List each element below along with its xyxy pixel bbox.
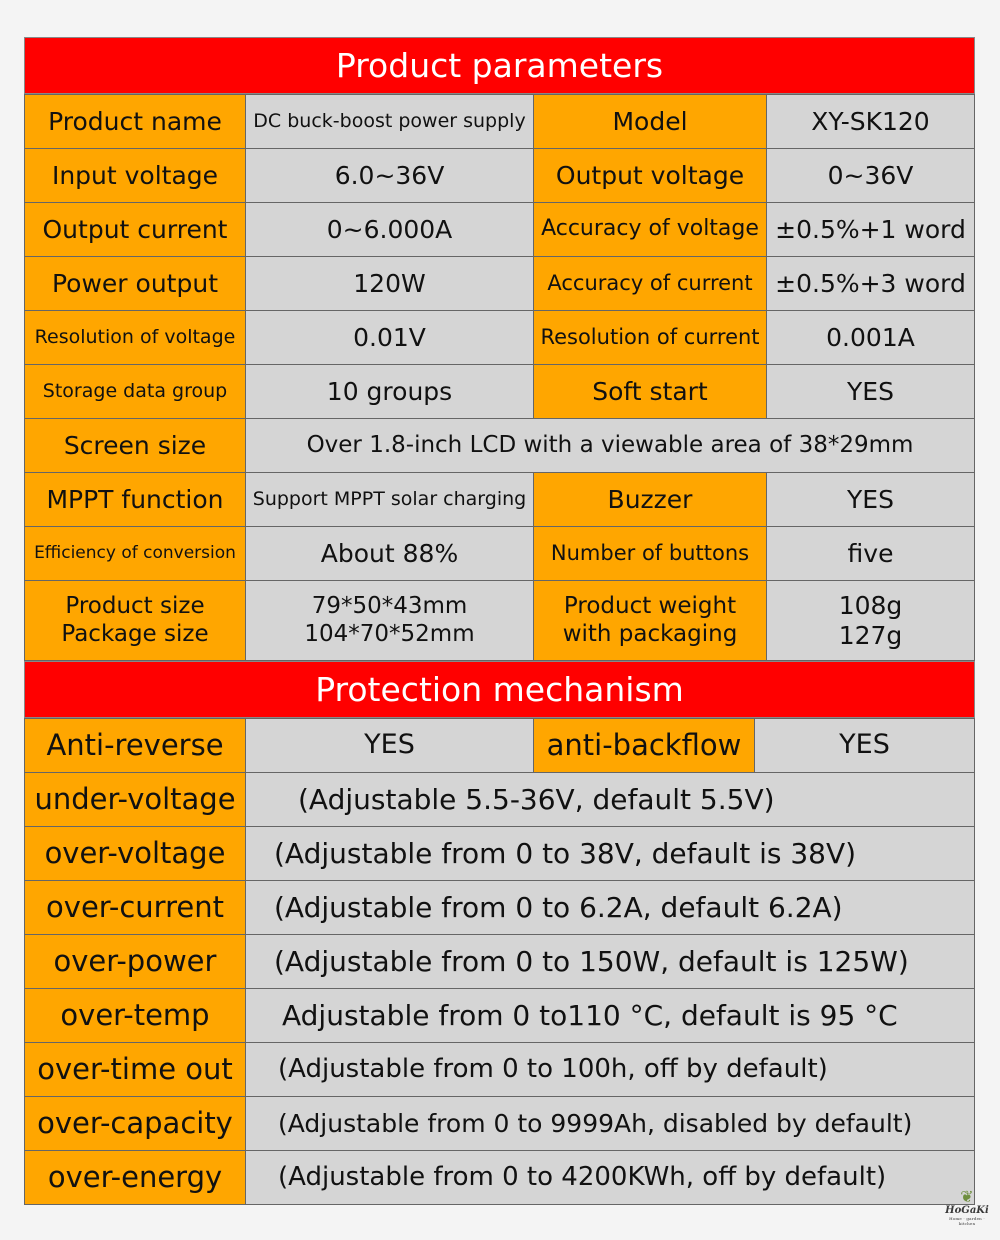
param-row bbox=[24, 148, 975, 202]
param-value: five bbox=[766, 526, 975, 581]
param-row-size bbox=[24, 580, 975, 660]
brand-tagline: Home · garden · kitchen bbox=[949, 1216, 985, 1226]
param-label: Soft start bbox=[533, 364, 767, 419]
param-label: Resolution of current bbox=[533, 310, 767, 365]
protection-value: (Adjustable 5.5-36V, default 5.5V) bbox=[245, 772, 975, 827]
param-value: ±0.5%+3 word bbox=[766, 256, 975, 311]
protection-label: anti-backflow bbox=[533, 718, 755, 773]
param-label: Number of buttons bbox=[533, 526, 767, 581]
param-label: MPPT function bbox=[24, 472, 246, 527]
packaging-weight-value: 127g bbox=[838, 620, 903, 650]
param-label: Model bbox=[533, 94, 767, 149]
protection-label: over-power bbox=[24, 934, 246, 989]
protection-value: (Adjustable from 0 to 150W, default is 125W) bbox=[245, 934, 975, 989]
protection-row bbox=[24, 1096, 975, 1150]
param-value: Over 1.8-inch LCD with a viewable area of 38*29mm bbox=[245, 418, 975, 473]
param-value: 0~6.000A bbox=[245, 202, 534, 257]
product-weight-value: 108g bbox=[838, 590, 903, 620]
product-parameters-banner bbox=[24, 37, 975, 94]
protection-label: over-voltage bbox=[24, 826, 246, 881]
param-row bbox=[24, 256, 975, 310]
protection-value: (Adjustable from 0 to 9999Ah, disabled by default) bbox=[245, 1096, 975, 1151]
param-value: 10 groups bbox=[245, 364, 534, 419]
protection-value: (Adjustable from 0 to 4200KWh, off by default) bbox=[245, 1150, 975, 1205]
protection-row bbox=[24, 772, 975, 826]
param-row bbox=[24, 526, 975, 580]
param-label: Buzzer bbox=[533, 472, 767, 527]
protection-label: under-voltage bbox=[24, 772, 246, 827]
brand-name: HoGaKi bbox=[945, 1205, 989, 1216]
param-row-screen bbox=[24, 418, 975, 472]
param-label bbox=[24, 580, 246, 661]
param-label: Input voltage bbox=[24, 148, 246, 203]
protection-label: over-time out bbox=[24, 1042, 246, 1097]
product-parameters-title: Product parameters bbox=[335, 46, 664, 85]
param-value: YES bbox=[766, 472, 975, 527]
protection-value: YES bbox=[754, 718, 975, 773]
protection-mechanism-title: Protection mechanism bbox=[315, 670, 684, 709]
product-size-label: Product size bbox=[65, 592, 205, 619]
protection-label: over-current bbox=[24, 880, 246, 935]
param-row bbox=[24, 310, 975, 364]
protection-value: YES bbox=[245, 718, 534, 773]
param-value: 120W bbox=[245, 256, 534, 311]
protection-row bbox=[24, 718, 975, 772]
param-label: Screen size bbox=[24, 418, 246, 473]
protection-mechanism-banner bbox=[24, 661, 975, 718]
protection-value: Adjustable from 0 to110 °C, default is 95 °C bbox=[245, 988, 975, 1043]
param-label: Product name bbox=[24, 94, 246, 149]
protection-row bbox=[24, 826, 975, 880]
protection-row bbox=[24, 1042, 975, 1096]
param-value: DC buck-boost power supply bbox=[245, 94, 534, 149]
param-value: About 88% bbox=[245, 526, 534, 581]
param-label: Output current bbox=[24, 202, 246, 257]
protection-value: (Adjustable from 0 to 6.2A, default 6.2A) bbox=[245, 880, 975, 935]
param-label bbox=[533, 580, 767, 661]
param-row bbox=[24, 202, 975, 256]
protection-row bbox=[24, 880, 975, 934]
product-weight-label: Product weight bbox=[563, 592, 737, 619]
protection-label: over-temp bbox=[24, 988, 246, 1043]
param-label: Power output bbox=[24, 256, 246, 311]
protection-row bbox=[24, 1150, 975, 1204]
param-value: 0.01V bbox=[245, 310, 534, 365]
protection-value: (Adjustable from 0 to 38V, default is 38V) bbox=[245, 826, 975, 881]
param-label: Accuracy of voltage bbox=[533, 202, 767, 257]
package-size-value: 104*70*52mm bbox=[304, 620, 475, 647]
param-label: Efficiency of conversion bbox=[24, 526, 246, 581]
protection-label: over-capacity bbox=[24, 1096, 246, 1151]
brand-logo bbox=[942, 1189, 992, 1226]
param-value: ±0.5%+1 word bbox=[766, 202, 975, 257]
param-value bbox=[766, 580, 975, 661]
param-value: Support MPPT solar charging bbox=[245, 472, 534, 527]
package-size-label: Package size bbox=[61, 620, 209, 647]
param-value: XY-SK120 bbox=[766, 94, 975, 149]
param-label: Accuracy of current bbox=[533, 256, 767, 311]
param-label: Resolution of voltage bbox=[24, 310, 246, 365]
param-row bbox=[24, 94, 975, 148]
spec-sheet bbox=[24, 37, 975, 1204]
param-row bbox=[24, 472, 975, 526]
product-size-value: 79*50*43mm bbox=[311, 592, 468, 619]
param-label: Output voltage bbox=[533, 148, 767, 203]
protection-label: over-energy bbox=[24, 1150, 246, 1205]
param-label: Storage data group bbox=[24, 364, 246, 419]
param-value bbox=[245, 580, 534, 661]
protection-label: Anti-reverse bbox=[24, 718, 246, 773]
param-value: 6.0~36V bbox=[245, 148, 534, 203]
leaf-icon: ❦ bbox=[960, 1187, 974, 1206]
param-value: YES bbox=[766, 364, 975, 419]
param-value: 0~36V bbox=[766, 148, 975, 203]
param-value: 0.001A bbox=[766, 310, 975, 365]
protection-value: (Adjustable from 0 to 100h, off by default) bbox=[245, 1042, 975, 1097]
param-row bbox=[24, 364, 975, 418]
packaging-weight-label: with packaging bbox=[562, 620, 738, 647]
protection-row bbox=[24, 934, 975, 988]
protection-row bbox=[24, 988, 975, 1042]
